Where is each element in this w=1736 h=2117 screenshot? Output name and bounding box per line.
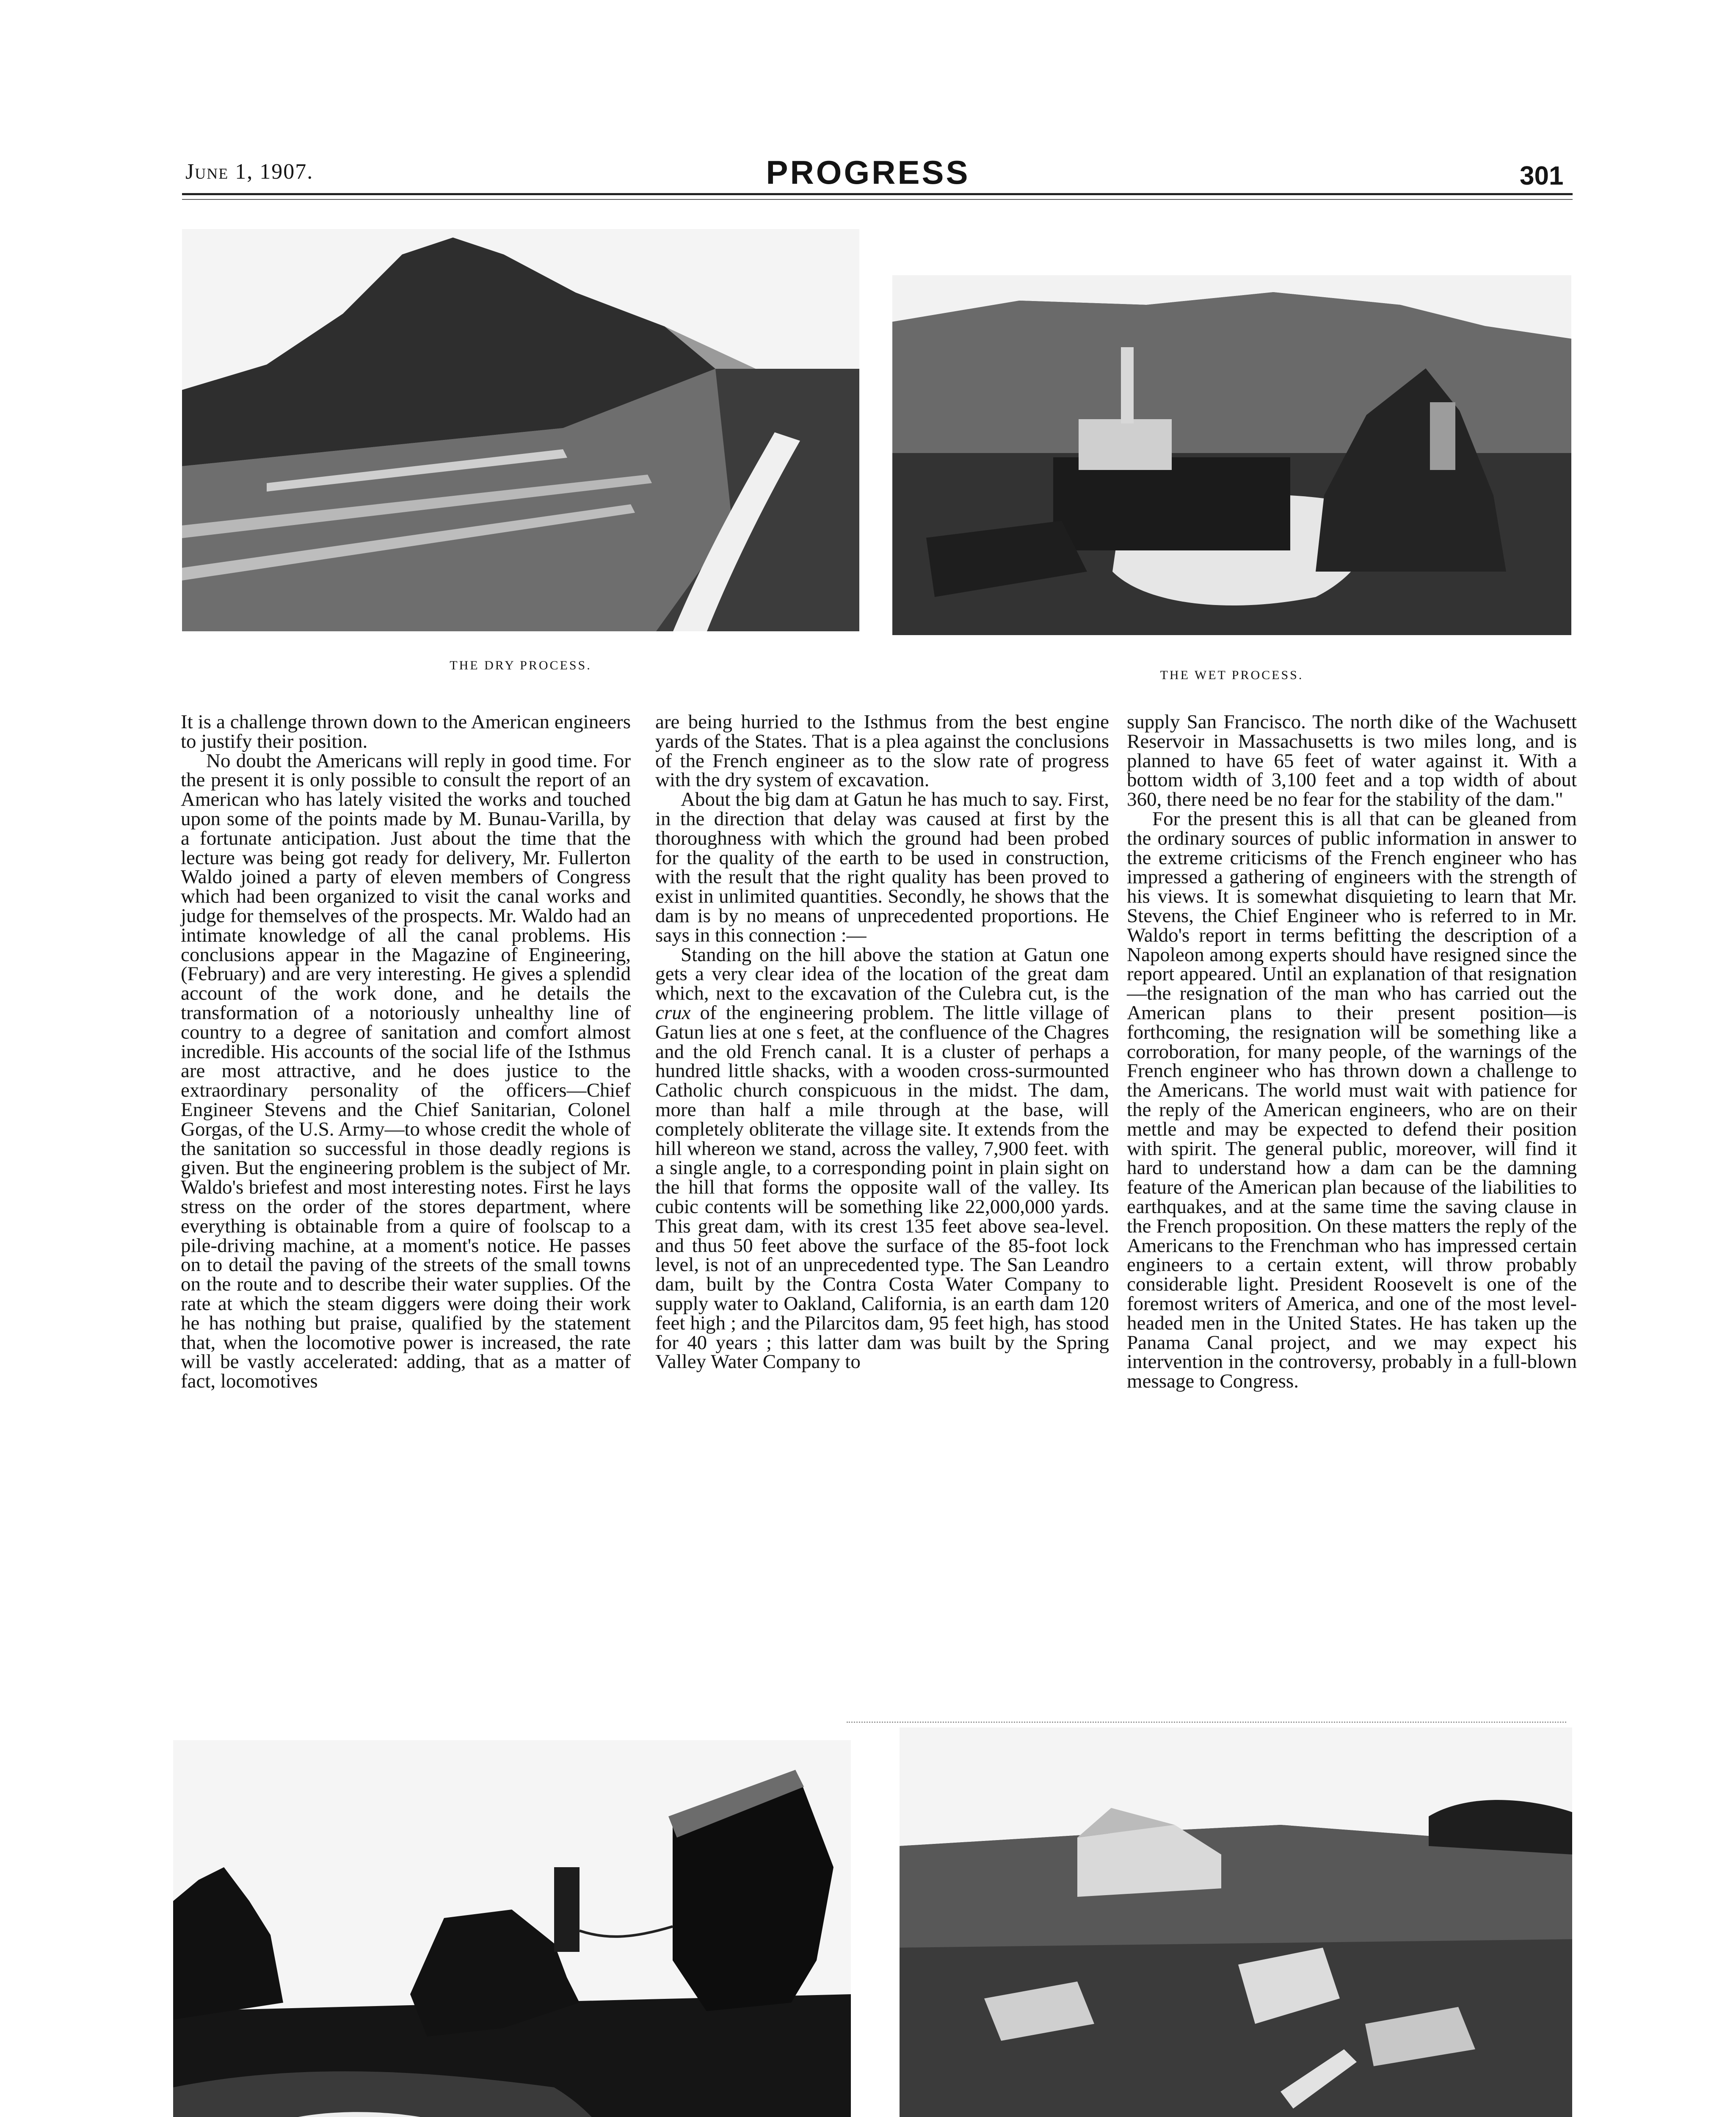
caption-wet-process: THE WET PROCESS. — [1160, 668, 1304, 682]
photo-remains-french-machines — [173, 1740, 851, 2117]
photo-wet-process — [892, 275, 1571, 635]
paragraph: About the big dam at Gatun he has much to say. First, in the direction that delay was caused at first by the thoroughness with which the ground had been probed for the quality of the earth to be used in construction, with the result that the right quality has been proved to exist in unlimited quantities. Secondly, he shows that the dam is by no means of unprecedented proportions. He says in this connection :— — [655, 788, 1109, 946]
quote-italic-word: crux — [655, 1001, 691, 1024]
text-column-2 — [655, 713, 1109, 1372]
section-divider — [847, 1722, 1566, 1723]
paragraph: It is a challenge thrown down to the American engineers to justify their position. — [181, 711, 631, 752]
text-column-1 — [181, 713, 631, 1391]
caption-dry-process: THE DRY PROCESS. — [450, 658, 592, 672]
quoted-paragraph — [655, 945, 1109, 1372]
header-rule-thin — [182, 199, 1573, 200]
quote-text: Standing on the hill above the station at Gatun one gets a very clear idea of the location of the great dam which, next to the excavation of the Culebra cut, is the — [655, 943, 1109, 1005]
header-rule — [182, 193, 1573, 195]
header-date: June 1, 1907. — [185, 160, 314, 184]
quote-text: of the engineering problem. The little village of Gatun lies at one s feet, at the confluence of the Chagres and the old French canal. It is a cluster of perhaps a hundred little shacks, with a wooden cross-surmounted Catholic church conspicuous in the midst. The dam, more than half a mile through at the base, will completely obliterate the village site. It extends from the hill whereon we stand, across the valley, 7,900 feet. with a single angle, to a corresponding point in plain sight on the hill that forms the opposite wall of the valley. Its cubic contents will be something like 22,000,000 yards. This great dam, with its crest 135 feet above sea-level. and thus 50 feet above the surface of the 85-foot lock level, is not of an unprecedented type. The San Leandro dam, built by the Contra Costa Water Company to supply water to Oakland, California, is an earth dam 120 feet high ; and the Pilarcitos dam, 95 feet high, has stood for 40 years ; this latter dam was built by the Spring Valley Water Company to — [655, 1001, 1109, 1373]
paragraph: supply San Francisco. The north dike of the Wachusett Reservoir in Massachusetts is two miles long, and is planned to have 65 feet of water against it. With a bottom width of 3,100 feet and a top width of about 360, there need be no fear for the stability of the dam." — [1127, 711, 1577, 811]
paragraph: are being hurried to the Isthmus from the best engine yards of the States. That is a plea against the conclusions of the French engineer as to the slow rate of progress with the dry system of excavation. — [655, 711, 1109, 791]
paragraph: No doubt the Americans will reply in good time. For the present it is only possible to consult the report of an American who has lately visited the works and touched upon some of the points made by M. Bunau-Varilla, by a fortunate anticipation. Just about the time that the lecture was being got ready for delivery, Mr. Fullerton Waldo joined a party of eleven members of Congress which had been organized to visit the canal works and judge for themselves of the prospects. Mr. Waldo had an intimate knowledge of all the canal problems. His conclusions appear in the Magazine of Engineering, (February) and are very interesting. He gives a splendid account of the work done, and he details the transformation of a notoriously unhealthy line of country to a degree of sanitation and comfort almost incredible. His accounts of the social life of the Isthmus are most attractive, and he does justice to the extraordinary personality of the officers—Chief Engineer Stevens and the Chief Sanitarian, Colonel Gorgas, of the U.S. Army—to whose credit the whole of the sanitation so successful in those deadly regions is given. But the engineering problem is the subject of Mr. Waldo's briefest and most interesting notes. First he lays stress on the order of the stores department, where everything is obtainable from a quire of foolscap to a pile-driving machine, at a moment's notice. He passes on to detail the paving of the streets of the small towns on the route and to describe their water supplies. Of the rate at which the steam diggers were doing their work he has nothing but praise, qualified by the statement that, when the locomotive power is increased, the rate will be vastly accelerated: adding, that as a matter of fact, locomotives — [181, 749, 631, 1393]
photo-storage-depot — [900, 1727, 1572, 2117]
photo-dry-process — [182, 229, 859, 631]
paragraph: For the present this is all that can be gleaned from the ordinary sources of public information in answer to the extreme criticisms of the French engineer who has impressed a gathering of engineers with the strength of his views. It is somewhat disquieting to learn that Mr. Stevens, the Chief Engineer who is referred to in Mr. Waldo's report in terms befitting the description of a Napoleon among experts should have resigned since the report appeared. Until an explanation of that resignation—the resignation of the man who has carried out the American plans to their present position—is forthcoming, the resignation will be something like a corroboration, for many people, of the warnings of the French engineer who has thrown down a challenge to the Americans. The world must wait with patience for the reply of the American engineers, who are on their mettle and may be expected to defend their position with spirit. The general public, moreover, will find it hard to understand how a dam can be the damning feature of the American plan because of the liabilities to earthquakes, and at the same time the saving clause in the French proposition. On these matters the reply of the Americans to the Frenchman who has impressed certain engineers to a certain extent, will throw probably considerable light. President Roosevelt is one of the foremost writers of America, and one of the most level-headed men in the United States. He has taken up the Panama Canal project, and we may expect his intervention in the controversy, probably in a full-blown message to Congress. — [1127, 807, 1577, 1393]
text-column-3 — [1127, 713, 1577, 1391]
page-number: 301 — [1520, 161, 1564, 191]
magazine-title: PROGRESS — [766, 154, 970, 191]
